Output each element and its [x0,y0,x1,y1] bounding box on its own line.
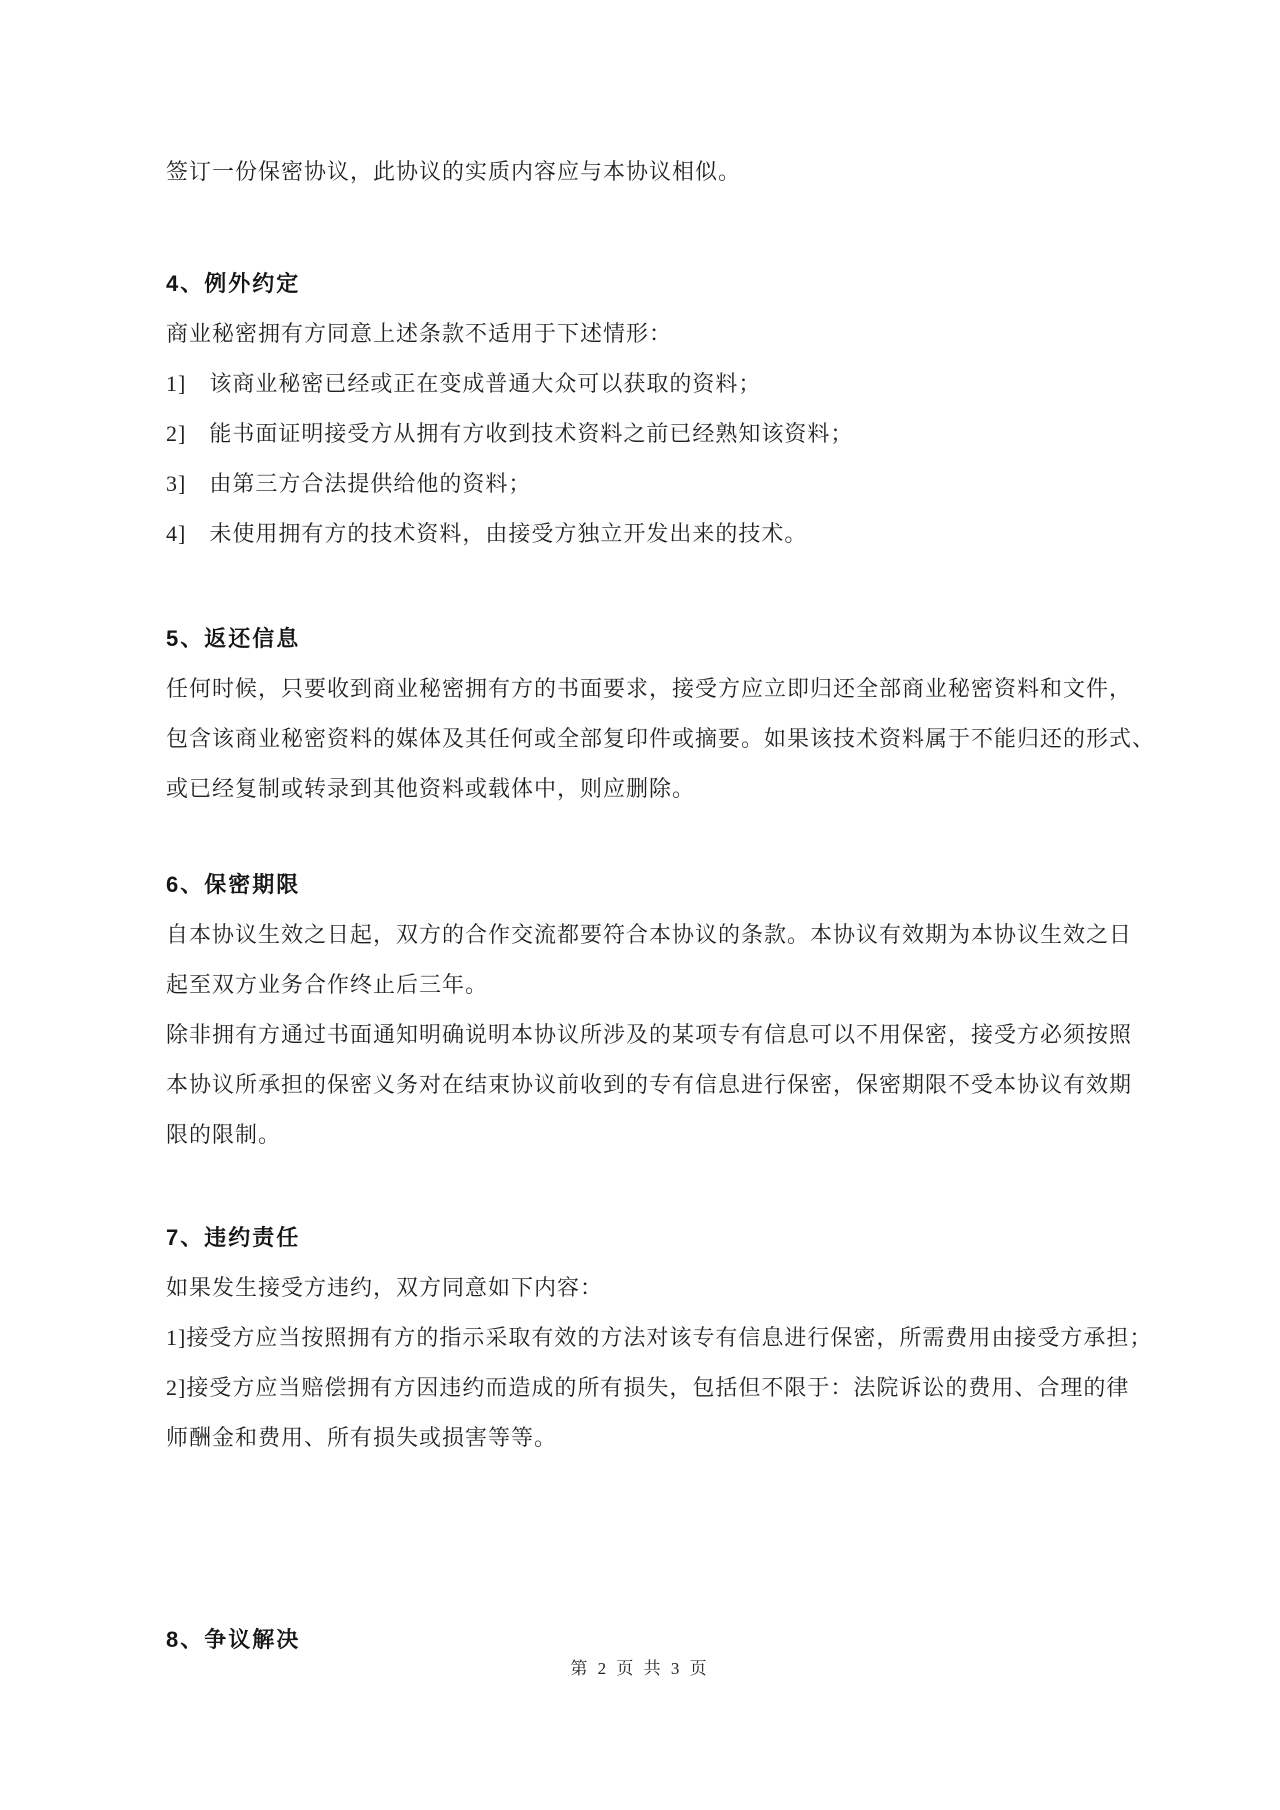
paragraph-line: 起至双方业务合作终止后三年。 [166,971,489,997]
paragraph-line: 包含该商业秘密资料的媒体及其任何或全部复印件或摘要。如果该技术资料属于不能归还的形式、 [166,725,1156,751]
page-number: 第 2 页 共 3 页 [570,1659,710,1678]
blank-space [166,812,1126,858]
paragraph-line: 本协议所承担的保密义务对在结束协议前收到的专有信息进行保密，保密期限不受本协议有效期 [166,1071,1133,1097]
paragraph-line: 任何时候，只要收到商业秘密拥有方的书面要求，接受方应立即归还全部商业秘密资料和文件， [166,675,1133,701]
paragraph-line: 师酬金和费用、所有损失或损害等等。 [166,1424,558,1450]
paragraph-line: 1]接受方应当按照拥有方的指示采取有效的方法对该专有信息进行保密，所需费用由接受方承担； [166,1324,1153,1350]
blank-space [166,195,1126,257]
paragraph-line: 签订一份保密协议，此协议的实质内容应与本协议相似。 [166,158,742,184]
section-heading: 8、争议解决 [166,1626,301,1652]
paragraph-line: 如果发生接受方违约，双方同意如下内容： [166,1274,604,1300]
paragraph-line: 商业秘密拥有方同意上述条款不适用于下述情形： [166,320,673,346]
section-heading: 5、返还信息 [166,625,301,651]
blank-space [166,557,1126,612]
paragraph-line: 1] 该商业秘密已经或正在变成普通大众可以获取的资料； [166,370,762,396]
paragraph-line: 或已经复制或转录到其他资料或载体中，则应删除。 [166,775,696,801]
paragraph-line: 3] 由第三方合法提供给他的资料； [166,470,532,496]
document-body [166,0,1156,1663]
section-heading: 7、违约责任 [166,1224,301,1250]
blank-space [166,1461,1126,1613]
section-heading: 6、保密期限 [166,871,301,897]
paragraph-line: 除非拥有方通过书面通知明确说明本协议所涉及的某项专有信息可以不用保密，接受方必须按照 [166,1021,1133,1047]
page-footer [0,1652,1280,1686]
paragraph-line: 自本协议生效之日起，双方的合作交流都要符合本协议的条款。本协议有效期为本协议生效之日 [166,921,1133,947]
paragraph-line: 2] 能书面证明接受方从拥有方收到技术资料之前已经熟知该资料； [166,420,854,446]
section-heading: 4、例外约定 [166,270,301,296]
blank-space [166,1158,1126,1211]
paragraph-line: 4] 未使用拥有方的技术资料，由接受方独立开发出来的技术。 [166,520,808,546]
paragraph-line: 2]接受方应当赔偿拥有方因违约而造成的所有损失，包括但不限于：法院诉讼的费用、合理的律 [166,1374,1130,1400]
paragraph-line: 限的限制。 [166,1121,282,1147]
